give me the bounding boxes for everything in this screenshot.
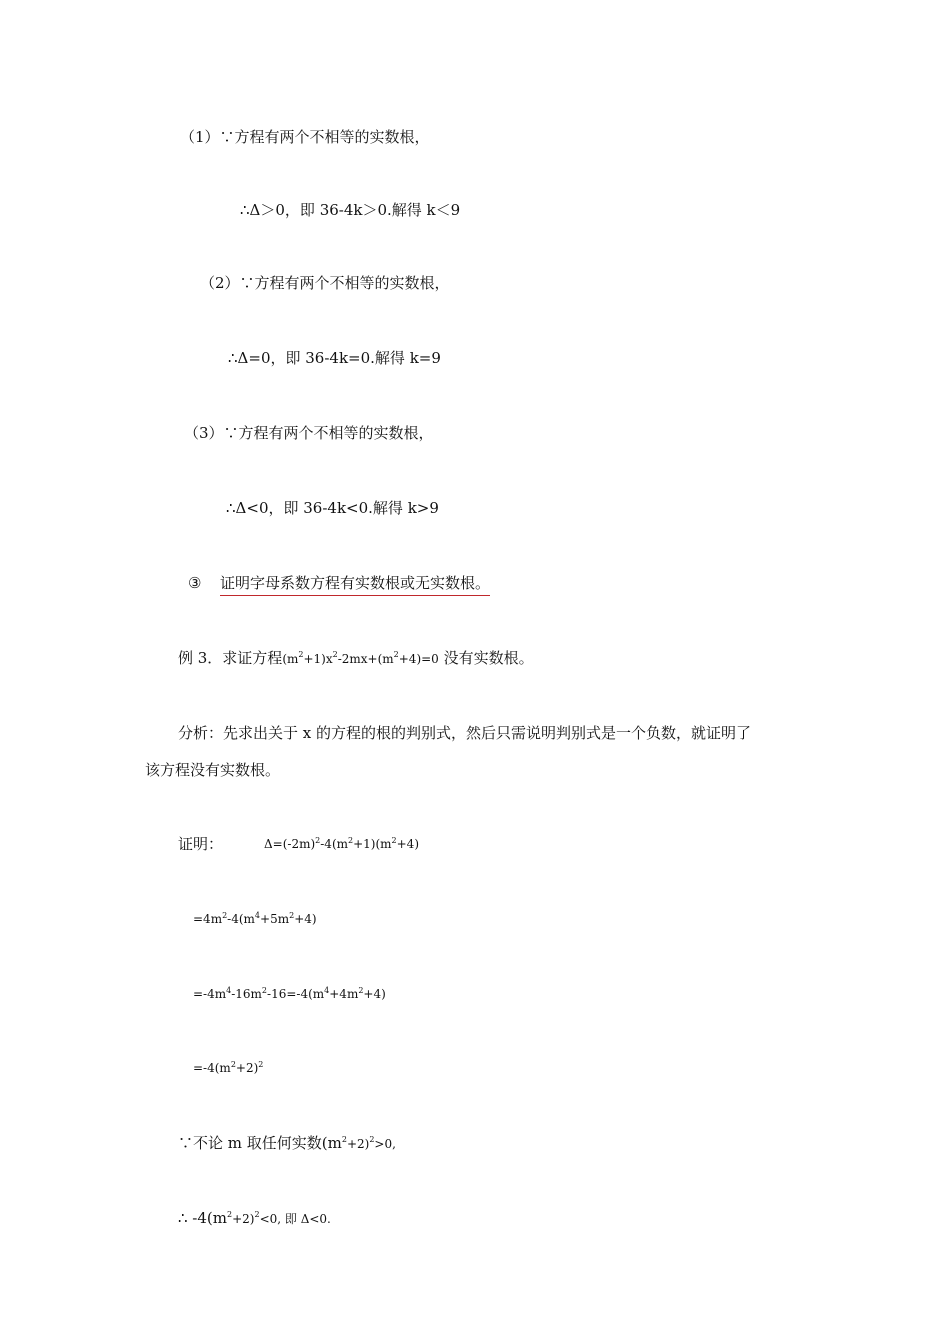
exponent: 4 (324, 986, 330, 995)
exponent: 2 (369, 1135, 375, 1144)
exponent: 2 (254, 1210, 260, 1219)
exponent: 2 (289, 911, 295, 920)
exponent: 2 (393, 650, 399, 659)
expr-part: ∵不论 m 取任何实数(m (178, 1134, 342, 1152)
equation-part: -2mx+(m (337, 652, 394, 666)
section-title: 证明字母系数方程有实数根或无实数根。 (220, 574, 490, 596)
exponent: 2 (227, 1210, 233, 1219)
equation-part: +1)x (303, 652, 333, 666)
exponent: 4 (226, 986, 232, 995)
case2-result: ∴Δ=0，即 36-4k=0.解得 k=9 (228, 349, 441, 367)
exponent: 2 (315, 836, 321, 845)
exponent: 2 (348, 836, 354, 845)
case1-result: ∴Δ＞0，即 36-4k＞0.解得 k＜9 (240, 201, 461, 219)
expr-part: -4(m (227, 912, 255, 926)
example-prefix: 例 3．求证方程 (178, 649, 283, 667)
case1-condition: （1）∵方程有两个不相等的实数根， (180, 128, 430, 146)
analysis-line-2: 该方程没有实数根。 (145, 761, 281, 779)
section-marker: ③ (188, 574, 202, 592)
proof-since (178, 1133, 396, 1154)
proof-conclusion (178, 1208, 331, 1229)
proof-label: 证明： (178, 835, 224, 853)
expr-part: +2) (235, 1061, 259, 1075)
expr-part: =-4(m (193, 1061, 231, 1075)
expr-part: +4m (329, 987, 359, 1001)
example-3 (178, 648, 534, 669)
expr-part: <0, 即 Δ<0. (259, 1212, 331, 1226)
exponent: 2 (358, 986, 364, 995)
exponent: 2 (332, 650, 338, 659)
expr-part: -16=-4(m (267, 987, 325, 1001)
expr-part: +1)(m (353, 837, 392, 851)
expr-part: +5m (260, 912, 290, 926)
expr-part: +4) (396, 837, 419, 851)
exponent: 2 (230, 1060, 236, 1069)
case3-condition: （3）∵方程有两个不相等的实数根， (184, 424, 434, 442)
expr-part: +4) (294, 912, 317, 926)
exponent: 2 (261, 986, 268, 995)
exponent: 2 (341, 1135, 347, 1144)
example-suffix: 没有实数根。 (438, 649, 534, 667)
expr-part: Δ=(-2m) (264, 837, 316, 851)
expr-part: >0, (374, 1137, 396, 1151)
exponent: 2 (258, 1060, 264, 1069)
equation-part: (m (282, 652, 299, 666)
exponent: 4 (254, 911, 261, 920)
expr-part: +2) (232, 1212, 255, 1226)
expr-part: +4) (363, 987, 386, 1001)
expr-part: +2) (346, 1137, 370, 1151)
case3-result: ∴Δ<0，即 36-4k<0.解得 k>9 (226, 499, 439, 517)
exponent: 2 (222, 911, 228, 920)
exponent: 2 (391, 836, 397, 845)
analysis-line-1: 分析：先求出关于 x 的方程的根的判别式，然后只需说明判别式是一个负数，就证明了 (178, 724, 751, 742)
proof-step-3 (193, 984, 386, 1004)
expr-part: =4m (193, 912, 223, 926)
section-heading (188, 573, 490, 593)
exponent: 2 (298, 650, 304, 659)
proof-step-1 (264, 834, 419, 854)
expr-part: =-4m (193, 987, 227, 1001)
expr-part: -16m (231, 987, 262, 1001)
expr-part: ∴ -4(m (178, 1209, 227, 1227)
equation-part: +4)=0 (398, 652, 439, 666)
proof-step-2 (193, 909, 317, 929)
expr-part: -4(m (320, 837, 348, 851)
proof-step-4 (193, 1058, 263, 1078)
case2-condition: （2）∵方程有两个不相等的实数根， (200, 274, 450, 292)
